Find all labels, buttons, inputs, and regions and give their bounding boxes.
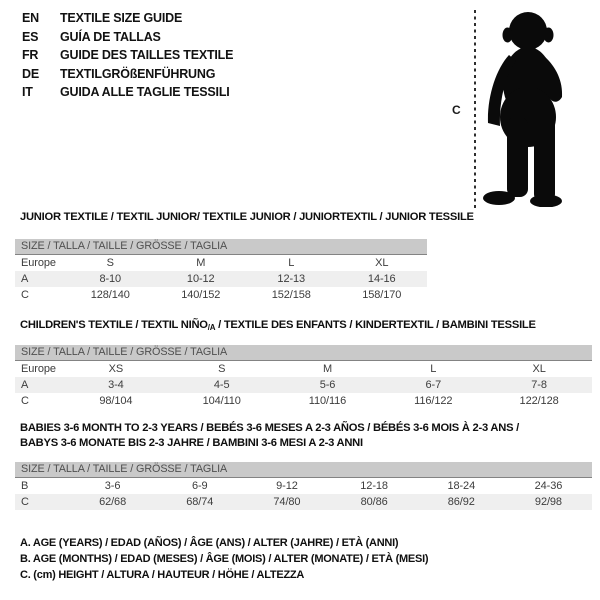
table-cell: 68/74 [186,496,214,508]
language-title-list [22,9,233,102]
table-cell: S [218,363,226,375]
table-cell: 14-16 [367,273,396,285]
table-cell: 3-4 [108,379,124,391]
table-cell: 98/104 [99,395,133,407]
table-cell: 62/68 [99,496,127,508]
table-cell: L [288,257,295,269]
table-cell: 128/140 [90,289,130,301]
table-cell: 9-12 [276,480,298,492]
babies-size-table [15,462,592,510]
table-row [15,393,592,409]
language-row [22,9,233,28]
row-label: C [21,395,29,407]
table-cell: M [322,363,333,375]
language-code: ES [22,29,39,44]
table-cell: 3-6 [104,480,121,492]
language-title: GUIDE DES TAILLES TEXTILE [60,48,234,63]
table-cell: 116/122 [414,395,453,407]
table-cell: 6-9 [191,480,208,492]
table-row [15,255,427,271]
table-cell: 5-6 [319,379,336,391]
junior-size-table [15,239,427,303]
table-row [15,271,427,287]
height-measure-dotted-line [474,10,476,209]
language-title: TEXTILE SIZE GUIDE [60,11,183,25]
height-measure-label: C [452,103,461,117]
table-cell: 4-5 [213,379,230,391]
table-cell: 24-36 [534,480,563,492]
row-label: Europe [21,363,56,375]
table-cell: 74/80 [273,496,301,508]
row-label: A [21,379,29,391]
table-cell: L [430,363,437,375]
table-cell: 104/110 [202,395,241,407]
row-label: C [21,289,29,301]
size-header-band: SIZE / TALLA / TAILLE / GRÖSSE / TAGLIA [15,345,592,361]
children-title-suffix: / TEXTILE DES ENFANTS / KINDERTEXTIL / BAMBINI TESSILE [215,319,536,331]
language-code: FR [22,48,39,63]
language-title: GUÍA DE TALLAS [60,29,161,44]
table-row [15,361,592,377]
table-cell: 6-7 [425,379,442,391]
children-size-table [15,345,592,409]
table-cell: 122/128 [519,395,559,407]
table-cell: 12-18 [360,480,388,492]
language-title: GUIDA ALLE TAGLIE TESSILI [60,85,230,100]
measurement-legend [20,536,428,584]
table-cell: 7-8 [531,379,547,391]
table-row [15,478,592,494]
table-cell: 92/98 [534,496,562,508]
table-cell: XL [375,257,389,269]
language-code: IT [22,85,33,100]
table-cell: XS [108,363,124,375]
size-header-band: SIZE / TALLA / TAILLE / GRÖSSE / TAGLIA [15,239,427,255]
legend-line-c: C. (cm) HEIGHT / ALTURA / HAUTEUR / HÖHE / ALTEZZA [20,568,305,581]
language-code: EN [22,11,39,25]
table-cell: 152/158 [271,289,311,301]
language-code: DE [22,66,39,81]
table-cell: 18-24 [447,480,476,492]
language-title: TEXTILGRÖßENFÜHRUNG [60,66,216,81]
table-cell: 86/92 [447,496,475,508]
children-section-title [20,319,536,332]
table-cell: 140/152 [181,289,221,301]
legend-line-a: A. AGE (YEARS) / EDAD (AÑOS) / ÂGE (ANS) / ALTER (JAHRE) / ETÀ (ANNI) [20,537,399,549]
size-header-band: SIZE / TALLA / TAILLE / GRÖSSE / TAGLIA [15,462,592,478]
junior-section-title: JUNIOR TEXTILE / TEXTIL JUNIOR/ TEXTILE JUNIOR / JUNIORTEXTIL / JUNIOR TESSILE [20,211,474,223]
table-cell: 10-12 [186,273,215,285]
table-cell: M [196,257,206,269]
legend-line-b: B. AGE (MONTHS) / EDAD (MESES) / ÂGE (MOIS) / ALTER (MONATE) / ETÀ (MESI) [20,552,429,565]
babies-title-line1: BABIES 3-6 MONTH TO 2-3 YEARS / BEBÉS 3-6 MESES A 2-3 AÑOS / BÉBÉS 3-6 MOIS À 2-3 ANS / [20,422,520,434]
table-row [15,377,592,393]
table-cell: 8-10 [99,273,122,285]
baby-silhouette-icon [479,5,576,207]
babies-title-line2: BABYS 3-6 MONATE BIS 2-3 JAHRE / BAMBINI 3-6 MESI A 2-3 ANNI [20,436,363,449]
table-cell: S [106,257,114,269]
table-row [15,287,427,303]
children-title-prefix: CHILDREN'S TEXTILE / TEXTIL NIÑO [20,319,208,331]
language-row [22,46,233,65]
table-cell: 110/116 [308,395,347,407]
table-cell: 158/170 [362,289,402,301]
language-row [22,83,233,102]
language-row [22,65,233,84]
row-label: B [21,480,29,492]
table-cell: 80/86 [360,496,388,508]
babies-section-title [20,421,519,450]
table-row [15,494,592,510]
table-cell: XL [532,363,546,375]
language-row [22,28,233,47]
row-label: C [21,496,29,508]
row-label: Europe [21,257,56,269]
children-title-subscript: /A [207,323,216,332]
table-cell: 12-13 [277,273,306,285]
row-label: A [21,273,29,285]
